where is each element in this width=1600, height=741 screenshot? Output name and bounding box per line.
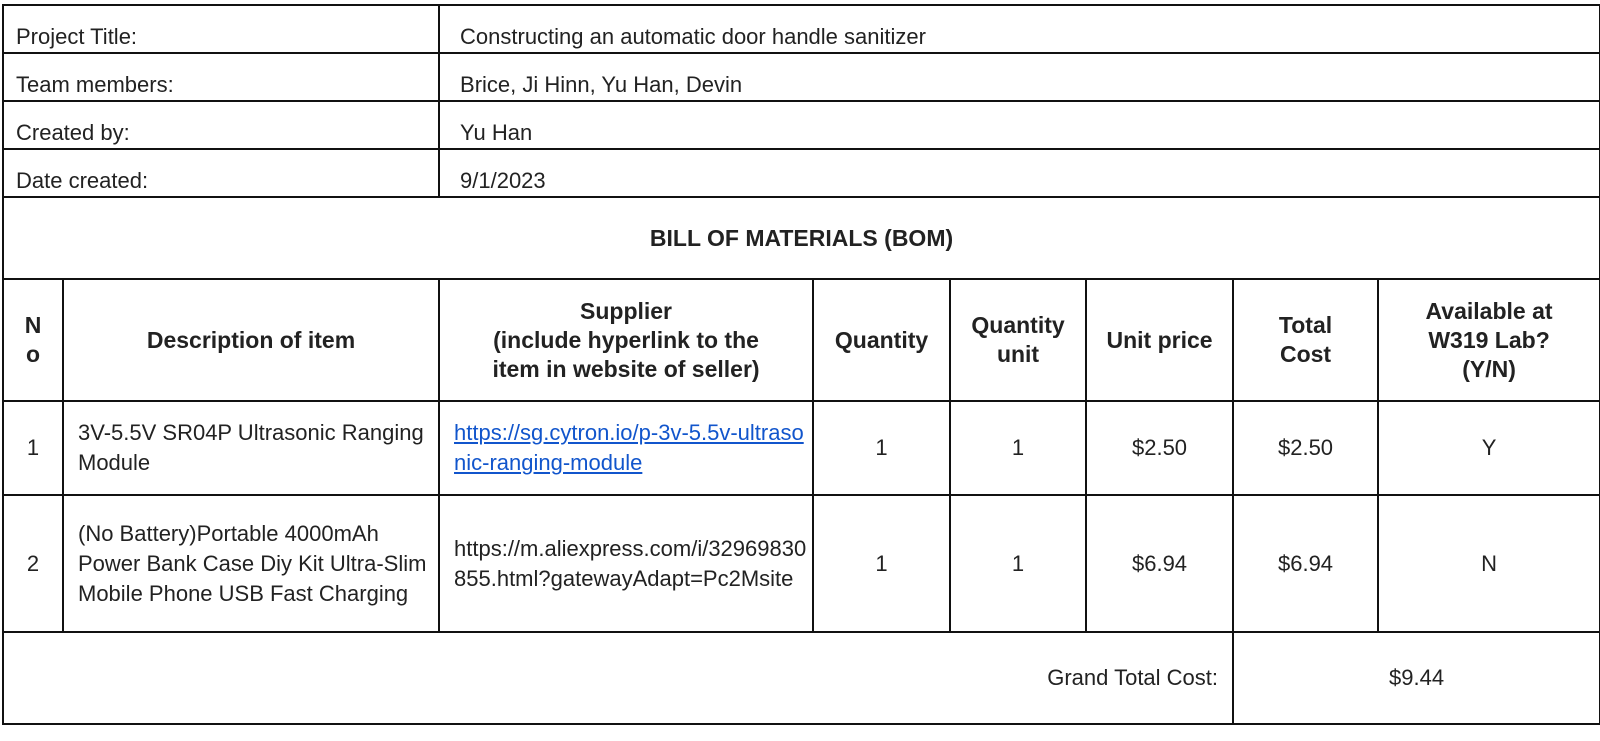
team-members-label: Team members: [3,53,439,101]
item-supplier: https://m.aliexpress.com/i/32969830855.html?gatewayAdapt=Pc2Msite [439,495,813,632]
item-quantity-unit: 1 [950,401,1086,495]
item-total-cost: $6.94 [1233,495,1378,632]
header-unit-price: Unit price [1086,279,1233,401]
item-quantity: 1 [813,401,950,495]
item-description: (No Battery)Portable 4000mAh Power Bank Case Diy Kit Ultra-Slim Mobile Phone USB Fast Charging [63,495,439,632]
supplier-link[interactable]: https://sg.cytron.io/p-3v-5.5v-ultrasonic-ranging-module [454,420,804,475]
team-members-value[interactable]: Brice, Ji Hinn, Yu Han, Devin [439,53,1600,101]
date-created-label: Date created: [3,149,439,197]
header-quantity-unit: Quantity unit [950,279,1086,401]
date-created-row [3,149,1600,197]
item-supplier [439,401,813,495]
grand-total-row [3,632,1600,724]
grand-total-label: Grand Total Cost: [3,632,1233,724]
item-unit-price: $6.94 [1086,495,1233,632]
project-title-label: Project Title: [3,5,439,53]
header-no: N o [3,279,63,401]
header-supplier: Supplier (include hyperlink to the item in website of seller) [439,279,813,401]
date-created-value[interactable]: 9/1/2023 [439,149,1600,197]
bom-header-row [3,279,1600,401]
project-title-value[interactable]: Constructing an automatic door handle sanitizer [439,5,1600,53]
item-description: 3V-5.5V SR04P Ultrasonic Ranging Module [63,401,439,495]
item-total-cost: $2.50 [1233,401,1378,495]
item-unit-price: $2.50 [1086,401,1233,495]
header-description: Description of item [63,279,439,401]
item-no: 1 [3,401,63,495]
project-title-row [3,5,1600,53]
header-total-cost: Total Cost [1233,279,1378,401]
grand-total-value: $9.44 [1233,632,1600,724]
created-by-value[interactable]: Yu Han [439,101,1600,149]
item-available: Y [1378,401,1600,495]
header-quantity: Quantity [813,279,950,401]
table-row [3,401,1600,495]
header-available: Available at W319 Lab? (Y/N) [1378,279,1600,401]
table-row [3,495,1600,632]
bom-sheet [2,4,1600,725]
item-quantity: 1 [813,495,950,632]
team-members-row [3,53,1600,101]
created-by-row [3,101,1600,149]
bom-title: BILL OF MATERIALS (BOM) [3,197,1600,279]
item-no: 2 [3,495,63,632]
item-available: N [1378,495,1600,632]
bom-title-row [3,197,1600,279]
created-by-label: Created by: [3,101,439,149]
item-quantity-unit: 1 [950,495,1086,632]
